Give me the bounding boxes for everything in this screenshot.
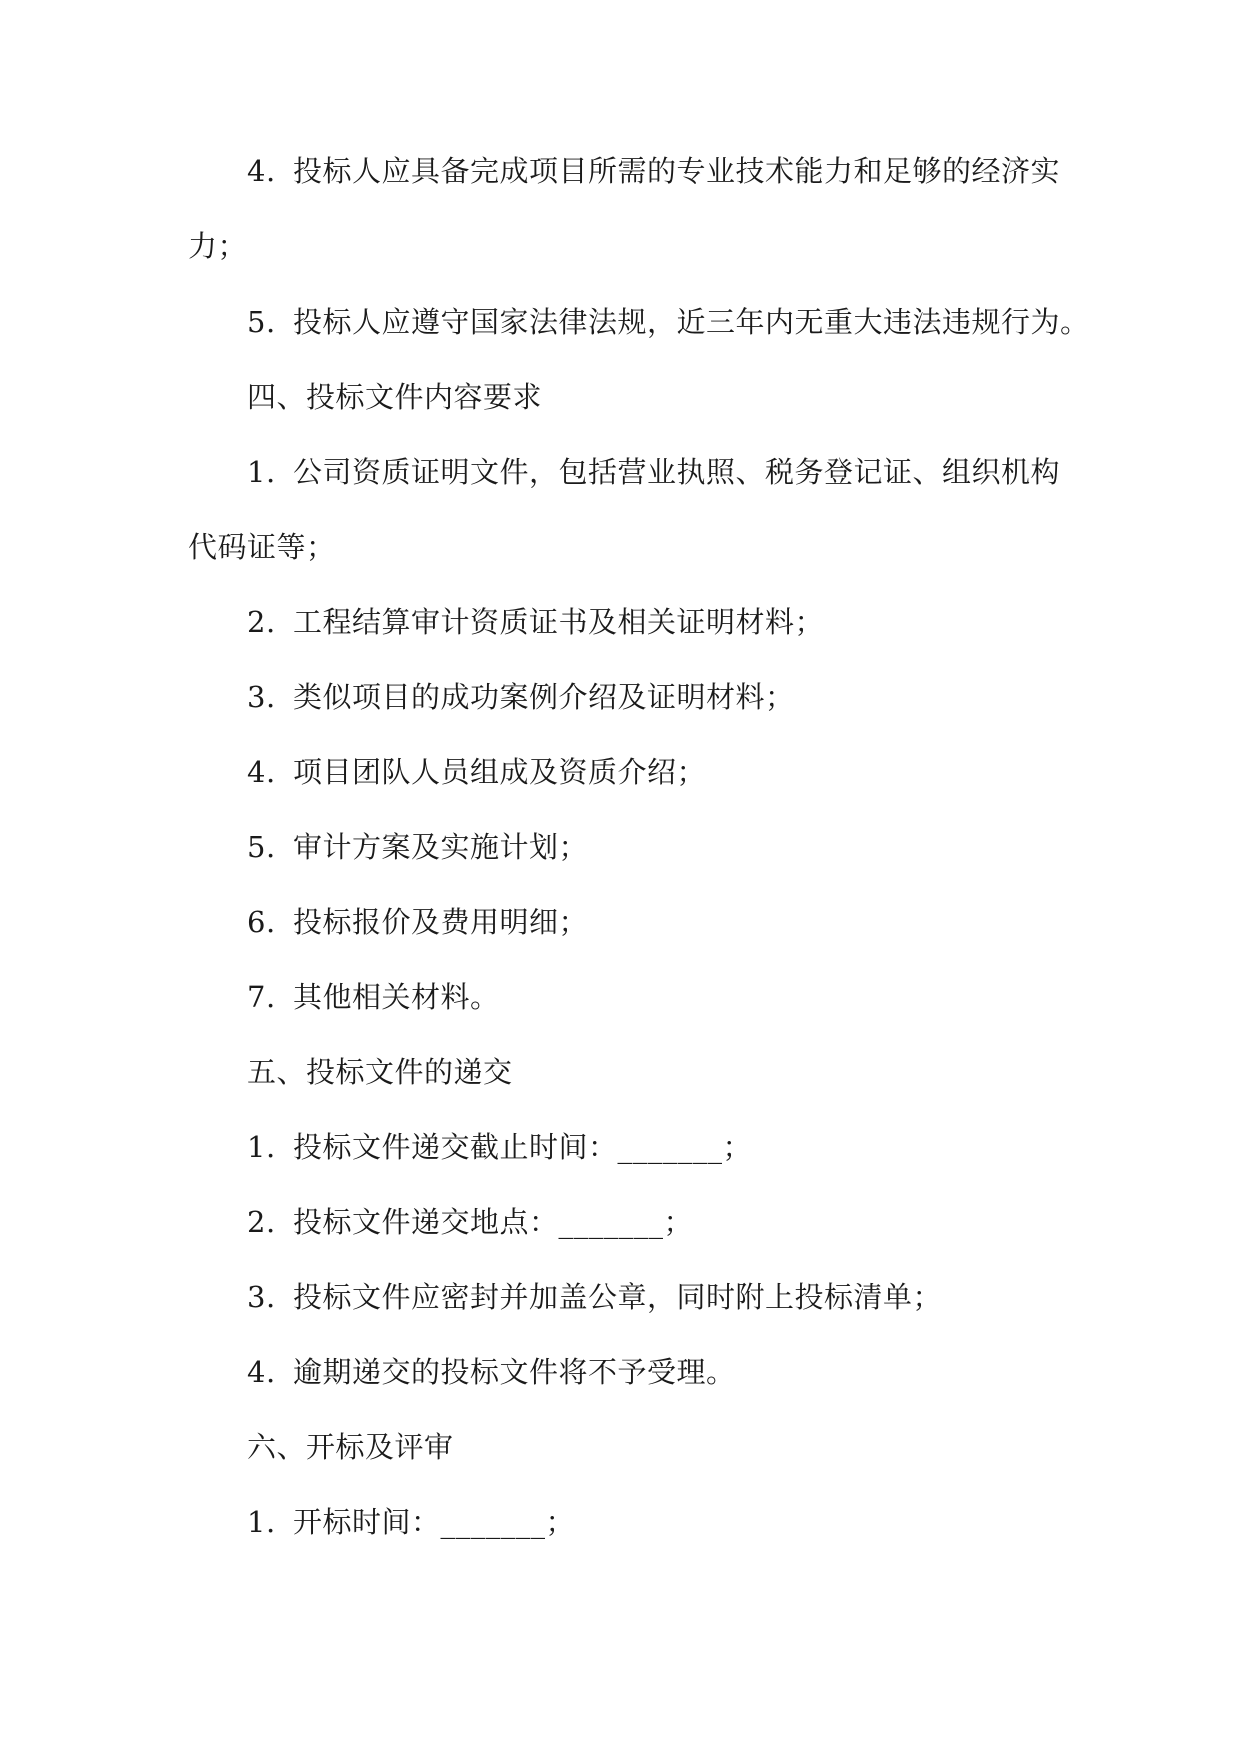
item-text: 审计方案及实施计划； (293, 830, 589, 864)
item-text: 公司资质证明文件，包括营业执照、税务登记证、组织机构 (293, 455, 1061, 489)
item-text: 投标报价及费用明细； (293, 905, 589, 939)
section-heading (247, 1427, 454, 1467)
list-item (247, 1352, 736, 1392)
heading-text: 四、投标文件内容要求 (247, 380, 543, 414)
section-heading (247, 377, 542, 417)
item-number: 1. (247, 1130, 276, 1164)
list-item (247, 827, 588, 867)
item-number: 6. (247, 905, 276, 939)
item-text: 投标文件递交截止时间：_______； (293, 1130, 753, 1164)
list-item (247, 752, 706, 792)
list-item (247, 977, 500, 1017)
item-number: 5. (247, 830, 276, 864)
item-number: 2. (247, 1205, 276, 1239)
item-text: 类似项目的成功案例介绍及证明材料； (293, 680, 795, 714)
list-item (247, 452, 1060, 492)
item-text: 开标时间：_______； (293, 1505, 576, 1539)
list-item (247, 902, 588, 942)
item-number: 4. (247, 755, 276, 789)
list-item (247, 1502, 575, 1542)
item-number: 1. (247, 1505, 276, 1539)
item-text: 投标人应遵守国家法律法规，近三年内无重大违法违规行为。 (293, 305, 1090, 339)
section-heading (247, 1052, 513, 1092)
item-number: 1. (247, 455, 276, 489)
item-text: 工程结算审计资质证书及相关证明材料； (293, 605, 825, 639)
item-text: 其他相关材料。 (293, 980, 500, 1014)
item-number: 2. (247, 605, 276, 639)
item-number: 5. (247, 305, 276, 339)
item-text: 投标文件应密封并加盖公章，同时附上投标清单； (293, 1280, 943, 1314)
heading-text: 五、投标文件的递交 (247, 1055, 513, 1089)
list-item (247, 1202, 693, 1242)
heading-text: 六、开标及评审 (247, 1430, 454, 1464)
item-text: 投标文件递交地点：_______； (293, 1205, 694, 1239)
list-item (247, 1127, 752, 1167)
list-item (247, 302, 1090, 342)
item-number: 4. (247, 154, 276, 188)
list-item (247, 602, 824, 642)
item-number: 3. (247, 680, 276, 714)
list-item (247, 151, 1060, 191)
item-text: 代码证等； (188, 530, 336, 564)
item-text: 力； (188, 229, 248, 263)
item-number: 3. (247, 1280, 276, 1314)
list-item (247, 1277, 942, 1317)
paragraph-continuation (188, 527, 336, 567)
list-item (247, 677, 795, 717)
item-number: 7. (247, 980, 276, 1014)
item-text: 逾期递交的投标文件将不予受理。 (293, 1355, 736, 1389)
item-text: 投标人应具备完成项目所需的专业技术能力和足够的经济实 (293, 154, 1061, 188)
item-number: 4. (247, 1355, 276, 1389)
paragraph-continuation (188, 226, 247, 266)
item-text: 项目团队人员组成及资质介绍； (293, 755, 707, 789)
